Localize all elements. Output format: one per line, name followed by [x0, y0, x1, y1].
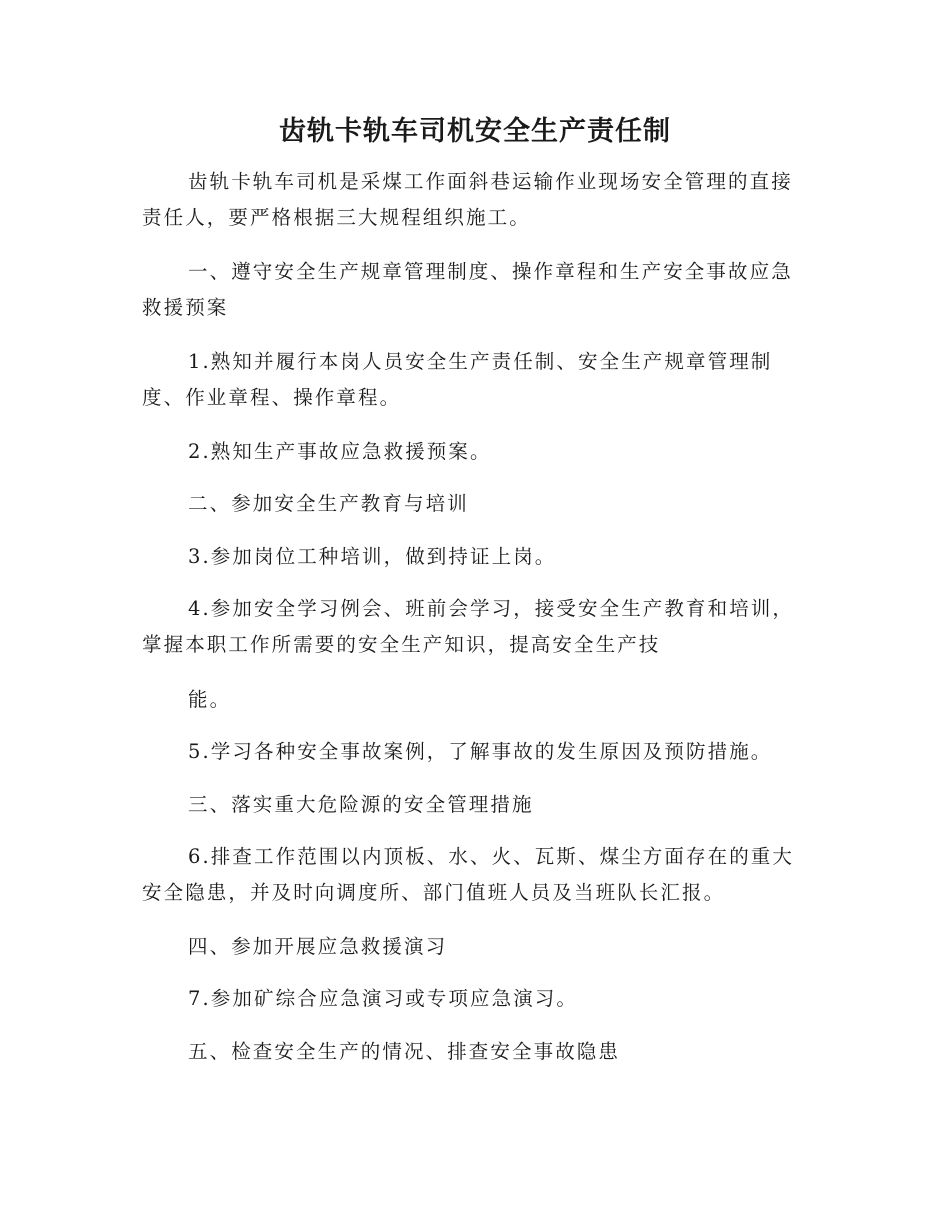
- list-item-6: 6.排查工作范围以内顶板、水、火、瓦斯、煤尘方面存在的重大安全隐患，并及时向调度所、部门值班人员及当班队长汇报。: [142, 845, 795, 904]
- section-heading-5: 五、检查安全生产的情况、排查安全事故隐患: [188, 1040, 621, 1063]
- list-item-1: 1.熟知并履行本岗人员安全生产责任制、安全生产规章管理制度、作业章程、操作章程。: [142, 350, 773, 409]
- paragraph-intro: 齿轨卡轨车司机是采煤工作面斜巷运输作业现场安全管理的直接责任人，要严格根据三大规程组织施工。: [142, 170, 793, 229]
- section-heading-4: 四、参加开展应急救援演习: [188, 935, 448, 958]
- section-heading-3: 三、落实重大危险源的安全管理措施: [188, 793, 534, 816]
- list-item-4-continuation: 能。: [188, 688, 232, 711]
- list-item-7: 7.参加矿综合应急演习或专项应急演习。: [188, 987, 579, 1010]
- list-item-5: 5.学习各种安全事故案例，了解事故的发生原因及预防措施。: [188, 740, 773, 763]
- section-heading-1: 一、遵守安全生产规章管理制度、操作章程和生产安全事故应急救援预案: [142, 260, 793, 319]
- list-item-3: 3.参加岗位工种培训，做到持证上岗。: [188, 545, 557, 568]
- list-item-2: 2.熟知生产事故应急救援预案。: [188, 440, 492, 463]
- document-title: 齿轨卡轨车司机安全生产责任制: [279, 116, 671, 147]
- section-heading-2: 二、参加安全生产教育与培训: [188, 492, 469, 515]
- list-item-4: 4.参加安全学习例会、班前会学习，接受安全生产教育和培训，掌握本职工作所需要的安全生产知识，提高安全生产技: [142, 597, 795, 656]
